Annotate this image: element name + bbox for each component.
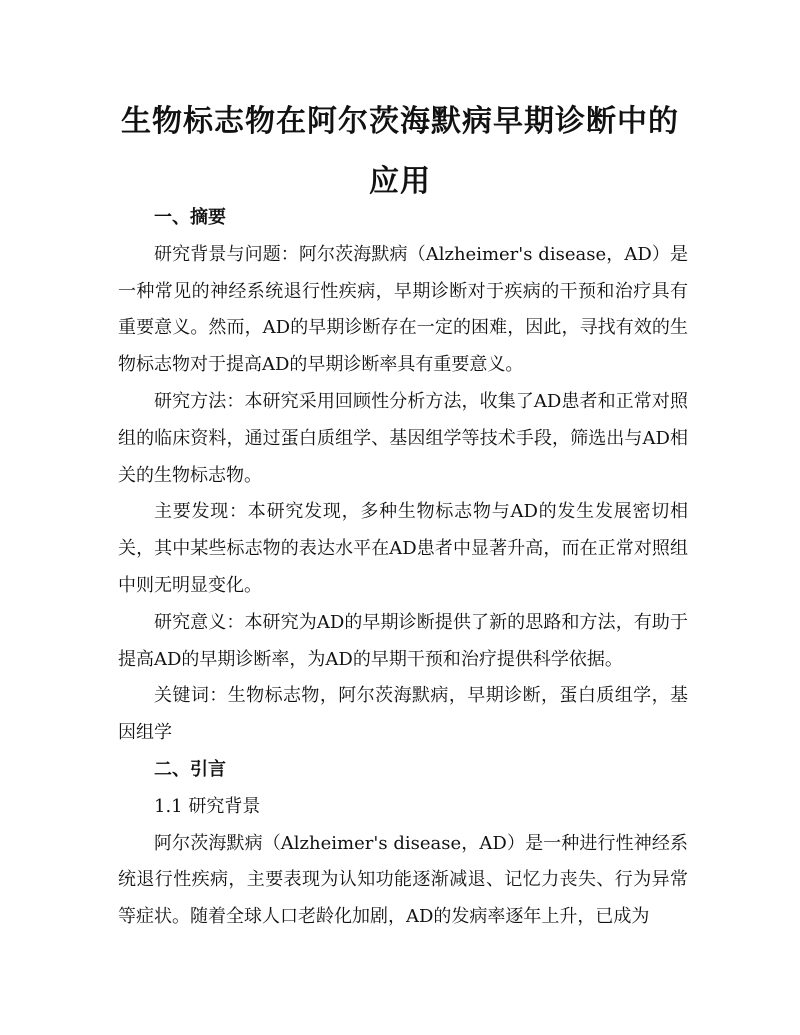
abstract-methods-paragraph: 研究方法：本研究采用回顾性分析方法，收集了AD患者和正常对照组的临床资料，通过蛋白质组学、基因组学等技术手段，筛选出与AD相关的生物标志物。 [118,390,688,486]
keywords-paragraph: 关键词：生物标志物，阿尔茨海默病，早期诊断，蛋白质组学，基因组学 [118,685,688,744]
document-title: 生物标志物在阿尔茨海默病早期诊断中的应用 [121,104,679,199]
abstract-heading: 一、摘要 [154,207,226,228]
abstract-significance-paragraph: 研究意义：本研究为AD的早期诊断提供了新的思路和方法，有助于提高AD的早期诊断率，为AD的早期干预和治疗提供科学依据。 [118,611,688,670]
intro-paragraph: 阿尔茨海默病（Alzheimer's disease，AD）是一种进行性神经系统退行性疾病，主要表现为认知功能逐渐减退、记忆力丧失、行为异常等症状。随着全球人口老龄化加剧，AD的发病率逐年上升，已成为 [118,832,688,928]
abstract-background-paragraph: 研究背景与问题：阿尔茨海默病（Alzheimer's disease，AD）是一种常见的神经系统退行性疾病，早期诊断对于疾病的干预和治疗具有重要意义。然而，AD的早期诊断存在一定的困难，因此，寻找有效的生物标志物对于提高AD的早期诊断率具有重要意义。 [118,243,688,376]
document-body [118,200,688,936]
subsection-heading: 1.1 研究背景 [154,795,261,817]
intro-heading: 二、引言 [154,758,226,780]
abstract-findings-paragraph: 主要发现：本研究发现，多种生物标志物与AD的发生发展密切相关，其中某些标志物的表达水平在AD患者中显著升高，而在正常对照组中则无明显变化。 [118,501,688,596]
